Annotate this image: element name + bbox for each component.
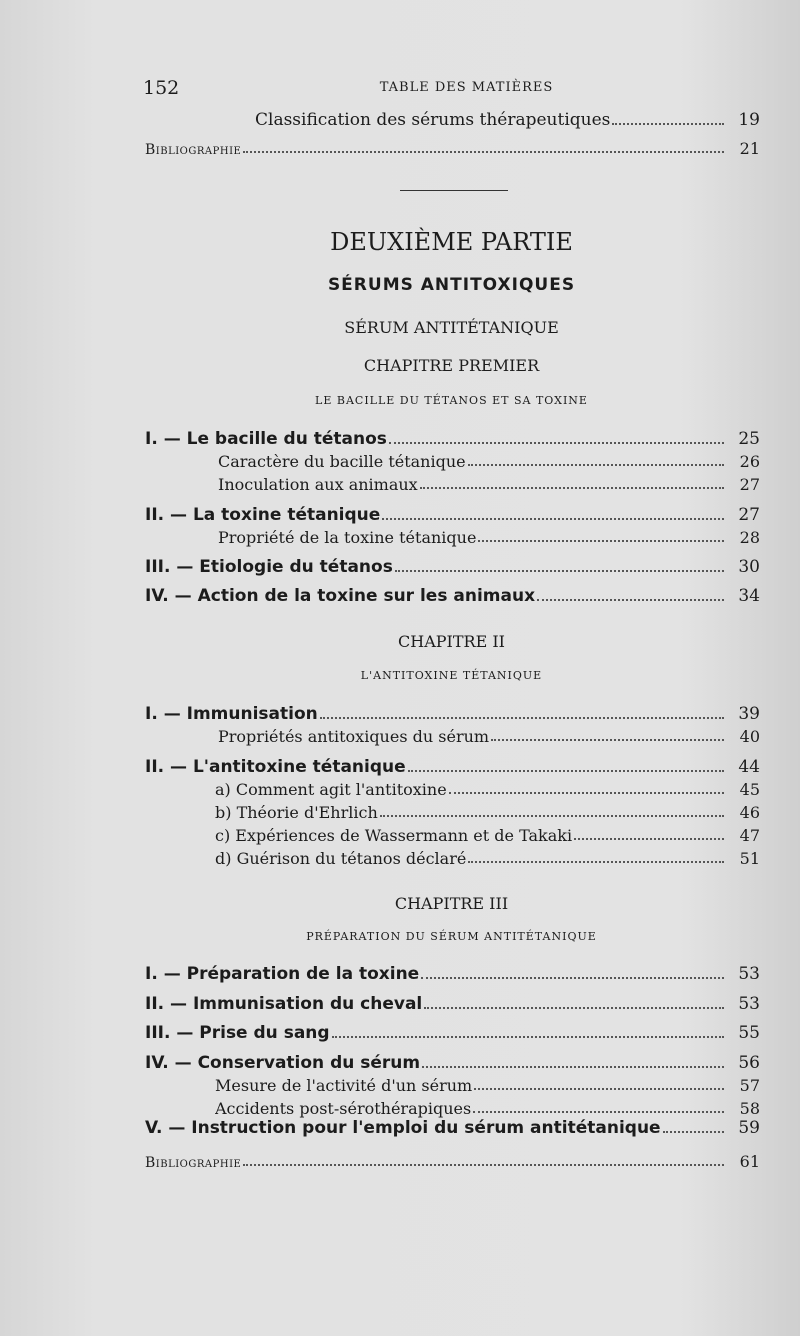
toc-entry: c) Expériences de Wassermann et de Takaki 47 [215,826,760,845]
section-title: SÉRUM ANTITÉTANIQUE [344,318,559,337]
toc-entry: I. — Le bacille du tétanos 25 [145,429,760,449]
toc-entry: IV. — Conservation du sérum 56 [145,1053,760,1073]
toc-entry: III. — Etiologie du tétanos 30 [145,557,760,577]
toc-entry: II. — La toxine tétanique 27 [145,505,760,525]
divider-rule [400,190,508,191]
toc-entry: Mesure de l'activité d'un sérum 57 [215,1076,760,1095]
chapter-title: CHAPITRE II [398,632,505,651]
toc-entry: I. — Préparation de la toxine 53 [145,964,760,984]
toc-entry: II. — Immunisation du cheval 53 [145,994,760,1014]
toc-entry: Propriétés antitoxiques du sérum 40 [218,727,760,746]
page-number: 152 [143,77,180,99]
toc-entry: d) Guérison du tétanos déclaré 51 [215,849,760,868]
toc-entry: Classification des sérums thérapeutiques 19 [255,110,760,130]
chapter-subtitle: LE BACILLE DU TÉTANOS ET SA TOXINE [315,394,588,407]
page-header [143,77,760,99]
toc-entry: Accidents post-sérothérapiques 58 [215,1099,760,1118]
chapter-subtitle: PRÉPARATION DU SÉRUM ANTITÉTANIQUE [306,930,597,943]
toc-entry-bibliography: Bibliographie 21 [145,139,760,158]
running-title: TABLE DES MATIÈRES [379,80,554,95]
toc-entry: Caractère du bacille tétanique 26 [218,452,760,471]
toc-entry: b) Théorie d'Ehrlich 46 [215,803,760,822]
toc-entry: a) Comment agit l'antitoxine 45 [215,780,760,799]
part-subtitle: SÉRUMS ANTITOXIQUES [327,275,576,295]
toc-entry: V. — Instruction pour l'emploi du sérum antitétanique 59 [145,1118,760,1138]
toc-entry: Propriété de la toxine tétanique 28 [218,528,760,547]
chapter-title: CHAPITRE PREMIER [363,356,540,375]
toc-entry: I. — Immunisation 39 [145,704,760,724]
part-title: DEUXIÈME PARTIE [330,228,573,256]
chapter-subtitle: L'ANTITOXINE TÉTANIQUE [360,669,543,682]
toc-entry: IV. — Action de la toxine sur les animaux 34 [145,586,760,606]
toc-entry: II. — L'antitoxine tétanique 44 [145,757,760,777]
toc-entry-bibliography: Bibliographie 61 [145,1152,760,1171]
toc-entry: III. — Prise du sang 55 [145,1023,760,1043]
toc-entry: Inoculation aux animaux 27 [218,475,760,494]
chapter-title: CHAPITRE III [394,894,509,913]
